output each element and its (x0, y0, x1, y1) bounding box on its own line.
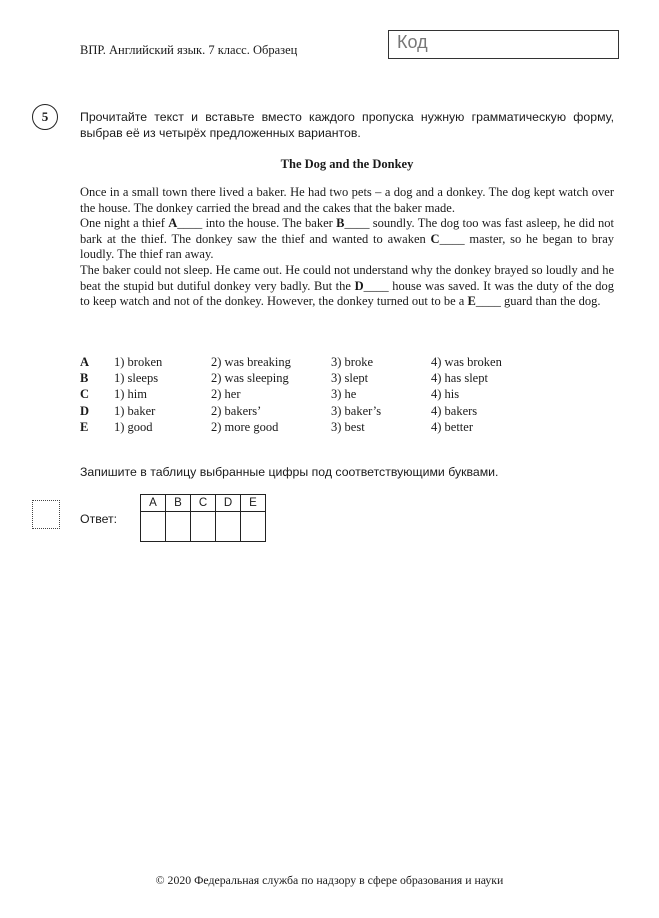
gap-a-label: A (168, 216, 178, 231)
answer-header-d: D (216, 495, 241, 512)
header-title: ВПР. Английский язык. 7 класс. Образец (80, 43, 298, 57)
answer-options (80, 354, 551, 435)
task-number-badge: 5 (32, 104, 58, 130)
answer-header-c: C (191, 495, 216, 512)
code-field[interactable]: Код (388, 30, 619, 59)
option-row-e: E 1) good 2) more good 3) best 4) better (80, 419, 473, 434)
answer-cell-d[interactable] (216, 512, 241, 542)
answer-header-a: A (141, 495, 166, 512)
gap-d-label: D (354, 278, 364, 293)
text-title: The Dog and the Donkey (280, 157, 414, 171)
answer-cell-c[interactable] (191, 512, 216, 542)
footer-copyright: © 2020 Федеральная служба по надзору в сфере образования и науки (155, 873, 504, 887)
gap-e-label: E (467, 294, 476, 309)
answer-header-e: E (241, 495, 266, 512)
option-row-b: B 1) sleeps 2) was sleeping 3) slept 4) has slept (80, 371, 488, 386)
story-text (80, 185, 614, 310)
option-row-d: D 1) baker 2) bakers’ 3) baker’s 4) bakers (80, 403, 478, 418)
score-box[interactable] (32, 500, 60, 529)
option-row-a: A 1) broken 2) was breaking 3) broke 4) was broken (80, 355, 502, 369)
answer-cell-a[interactable] (141, 512, 166, 542)
answer-label: Ответ: (80, 512, 118, 526)
answer-instruction: Запишите в таблицу выбранные цифры под соответствующими буквами. (80, 465, 499, 479)
story-paragraph-3: The baker could not sleep. He came out. He could not understand why the donkey brayed so loudly and he beat the stupid but dutiful donkey very badly. But the D____ house was saved. It was the duty of the dog to keep watch and not of the donkey. However, the donkey turned out to be a E____ guard than the dog. (80, 262, 614, 309)
story-paragraph-1: Once in a small town there lived a baker. He had two pets – a dog and a donkey. The dog kept watch over the house. The donkey carried the bread and the cakes that the baker made. (80, 185, 614, 215)
gap-b-label: B (336, 216, 345, 231)
answer-header-b: B (166, 495, 191, 512)
gap-c-label: C (430, 231, 440, 246)
answer-table (140, 494, 266, 542)
task-instruction: Прочитайте текст и вставьте вместо каждого пропуска нужную грамматическую форму, выбрав её из четырёх предложенных вариантов. (80, 110, 614, 140)
option-row-c: C 1) him 2) her 3) he 4) his (80, 387, 460, 402)
story-paragraph-2: One night a thief A____ into the house. The baker B____ soundly. The dog too was fast asleep, he did not bark at the thief. The donkey saw the thief and wanted to awaken C____ master, so he began to bray loudly. The thief ran away. (80, 216, 614, 262)
answer-cell-e[interactable] (241, 512, 266, 542)
answer-cell-b[interactable] (166, 512, 191, 542)
